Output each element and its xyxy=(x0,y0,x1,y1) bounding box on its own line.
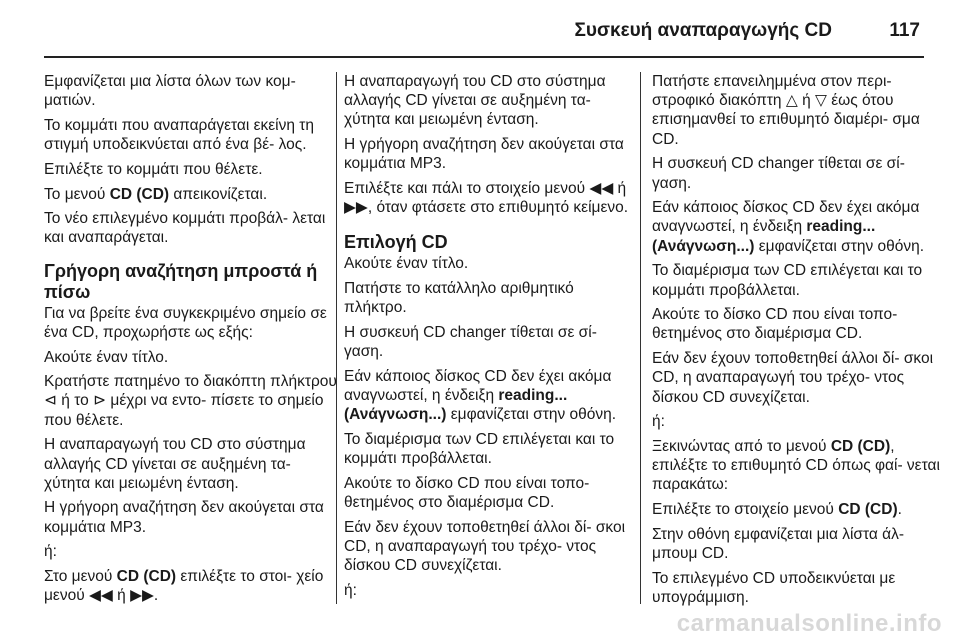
paragraph: Η συσκευή CD changer τίθεται σε σί- γαση. xyxy=(652,155,905,192)
paragraph: Το διαμέρισμα των CD επιλέγεται και το κομμάτι προβάλλεται. xyxy=(344,431,615,468)
page-title: Συσκευή αναπαραγωγής CD xyxy=(574,20,832,41)
down-arrow-icon: ▽ xyxy=(815,91,827,110)
paragraph: Η συσκευή CD changer τίθεται σε σί- γαση. xyxy=(344,324,597,361)
paragraph: Η αναπαραγωγή του CD στο σύστημα αλλαγής CD γίνεται σε αυξημένη τα- χύτητα και μειωμένη ένταση. xyxy=(44,436,306,492)
text: έως ότου επισημανθεί το επιθυμητό διαμέρι- σμα CD. xyxy=(652,92,920,148)
paragraph xyxy=(652,437,948,495)
paragraph: Πατήστε το κατάλληλο αριθμητικό πλήκτρο. xyxy=(344,280,574,317)
text: ή xyxy=(797,92,816,110)
section-heading: Επιλογή CD xyxy=(344,232,448,253)
paragraph xyxy=(44,372,340,430)
paragraph xyxy=(44,567,340,605)
paragraph: Η γρήγορη αναζήτηση δεν ακούγεται στα κομμάτια MP3. xyxy=(44,499,324,536)
text: μέχρι να εντο- πίσετε το σημείο που θέλετε. xyxy=(44,392,324,429)
text: Ξεκινώντας από το μενού xyxy=(652,437,831,455)
paragraph: ή: xyxy=(652,413,665,431)
column-3 xyxy=(652,72,948,613)
text: ή xyxy=(112,587,131,605)
paragraph xyxy=(344,367,640,425)
paragraph xyxy=(652,198,948,256)
text: Επιλέξτε και πάλι το στοιχείο μενού xyxy=(344,180,590,198)
text: , επιλέξτε το επιθυμητό CD όπως φαί- νεται παρακάτω: xyxy=(652,437,940,494)
paragraph: Ακούτε το δίσκο CD που είναι τοπο- θετημένος στο διαμέρισμα CD. xyxy=(344,474,590,512)
text: , όταν φτάσετε στο επιθυμητό κείμενο. xyxy=(367,199,629,217)
rewind-icon: ◀◀ xyxy=(89,586,113,605)
paragraph: ή: xyxy=(344,581,357,599)
text: Εάν κάποιος δίσκος CD δεν έχει ακόμα αναγνωστεί, η ένδειξη xyxy=(344,367,612,405)
paragraph: Εμφανίζεται μια λίστα όλων των κομ- ματιών. xyxy=(44,73,296,110)
menu-name: CD (CD) xyxy=(838,501,898,519)
seek-back-icon: ⊲ xyxy=(44,391,57,410)
page-number: 117 xyxy=(889,20,920,41)
paragraph: Η αναπαραγωγή του CD στο σύστημα αλλαγής CD γίνεται σε αυξημένη τα- χύτητα και μειωμένη ένταση. xyxy=(344,73,606,129)
paragraph: Ακούτε έναν τίτλο. xyxy=(344,255,469,273)
text: Το μενού xyxy=(44,185,110,203)
paragraph xyxy=(44,185,340,204)
column-2 xyxy=(344,72,640,606)
text: Στο μενού xyxy=(44,568,117,586)
rewind-icon: ◀◀ xyxy=(589,179,614,198)
display-message: reading... (Ανάγνωση...) xyxy=(652,218,876,255)
paragraph: Εάν δεν έχουν τοποθετηθεί άλλοι δί- σκοι CD, η αναπαραγωγή του τρέχο- ντος δίσκου CD συνεχίζεται. xyxy=(652,350,934,406)
paragraph: Το διαμέρισμα των CD επιλέγεται και το κομμάτι προβάλλεται. xyxy=(652,262,923,299)
text: Πατήστε επανειλημμένα στον περι- στροφικό διακόπτη xyxy=(652,73,892,110)
page-header xyxy=(0,0,960,56)
seek-forward-icon: ⊳ xyxy=(93,391,107,410)
menu-name: CD (CD) xyxy=(109,185,170,203)
paragraph xyxy=(344,179,640,217)
menu-name: CD (CD) xyxy=(830,437,891,455)
display-message: reading... (Ανάγνωση...) xyxy=(344,387,568,424)
text: Εάν κάποιος δίσκος CD δεν έχει ακόμα αναγνωστεί, η ένδειξη xyxy=(652,199,920,236)
text: εμφανίζεται στην οθόνη. xyxy=(754,237,925,255)
text: απεικονίζεται. xyxy=(169,185,268,203)
paragraph: ή: xyxy=(44,543,57,561)
paragraph: Η γρήγορη αναζήτηση δεν ακούγεται στα κομμάτια MP3. xyxy=(344,136,624,173)
paragraph: Ακούτε έναν τίτλο. xyxy=(44,348,169,366)
paragraph: Για να βρείτε ένα συγκεκριμένο σημείο σε ένα CD, προχωρήστε ως εξής: xyxy=(44,304,327,341)
fast-forward-icon: ▶▶ xyxy=(344,198,368,217)
paragraph: Το νέο επιλεγμένο κομμάτι προβάλ- λεται και αναπαράγεται. xyxy=(44,210,326,247)
paragraph xyxy=(652,72,948,149)
text: ή xyxy=(613,180,627,198)
paragraph: Στην οθόνη εμφανίζεται μια λίστα άλ- μπουμ CD. xyxy=(652,525,905,562)
section-heading: Γρήγορη αναζήτηση μπροστά ή πίσω xyxy=(44,260,318,302)
paragraph: Ακούτε το δίσκο CD που είναι τοπο- θετημένος στο διαμέρισμα CD. xyxy=(652,306,898,343)
text: . xyxy=(897,501,902,519)
text: Επιλέξτε το στοιχείο μενού xyxy=(652,501,839,519)
menu-name: CD (CD) xyxy=(116,568,177,586)
paragraph: Επιλέξτε το κομμάτι που θέλετε. xyxy=(44,160,263,178)
watermark: carmanualsonline.info xyxy=(676,610,942,637)
text: . xyxy=(153,587,159,605)
up-arrow-icon: △ xyxy=(785,91,798,110)
paragraph: Εάν δεν έχουν τοποθετηθεί άλλοι δί- σκοι CD, η αναπαραγωγή του τρέχο- ντος δίσκου CD συνεχίζεται. xyxy=(344,518,626,575)
column-divider-2 xyxy=(640,72,641,604)
paragraph xyxy=(652,500,948,519)
header-divider xyxy=(44,56,924,58)
paragraph: Το επιλεγμένο CD υποδεικνύεται με υπογράμμιση. xyxy=(652,569,896,606)
fast-forward-icon: ▶▶ xyxy=(130,586,154,605)
text: ή το xyxy=(57,392,94,410)
column-1 xyxy=(44,72,340,611)
text: επιλέξτε το στοι- χείο μενού xyxy=(44,568,324,605)
text: Κρατήστε πατημένο το διακόπτη πλήκτρου xyxy=(44,373,337,391)
paragraph: Το κομμάτι που αναπαράγεται εκείνη τη στιγμή υποδεικνύεται από ένα βέ- λος. xyxy=(44,116,315,154)
text: εμφανίζεται στην οθόνη. xyxy=(446,406,617,424)
